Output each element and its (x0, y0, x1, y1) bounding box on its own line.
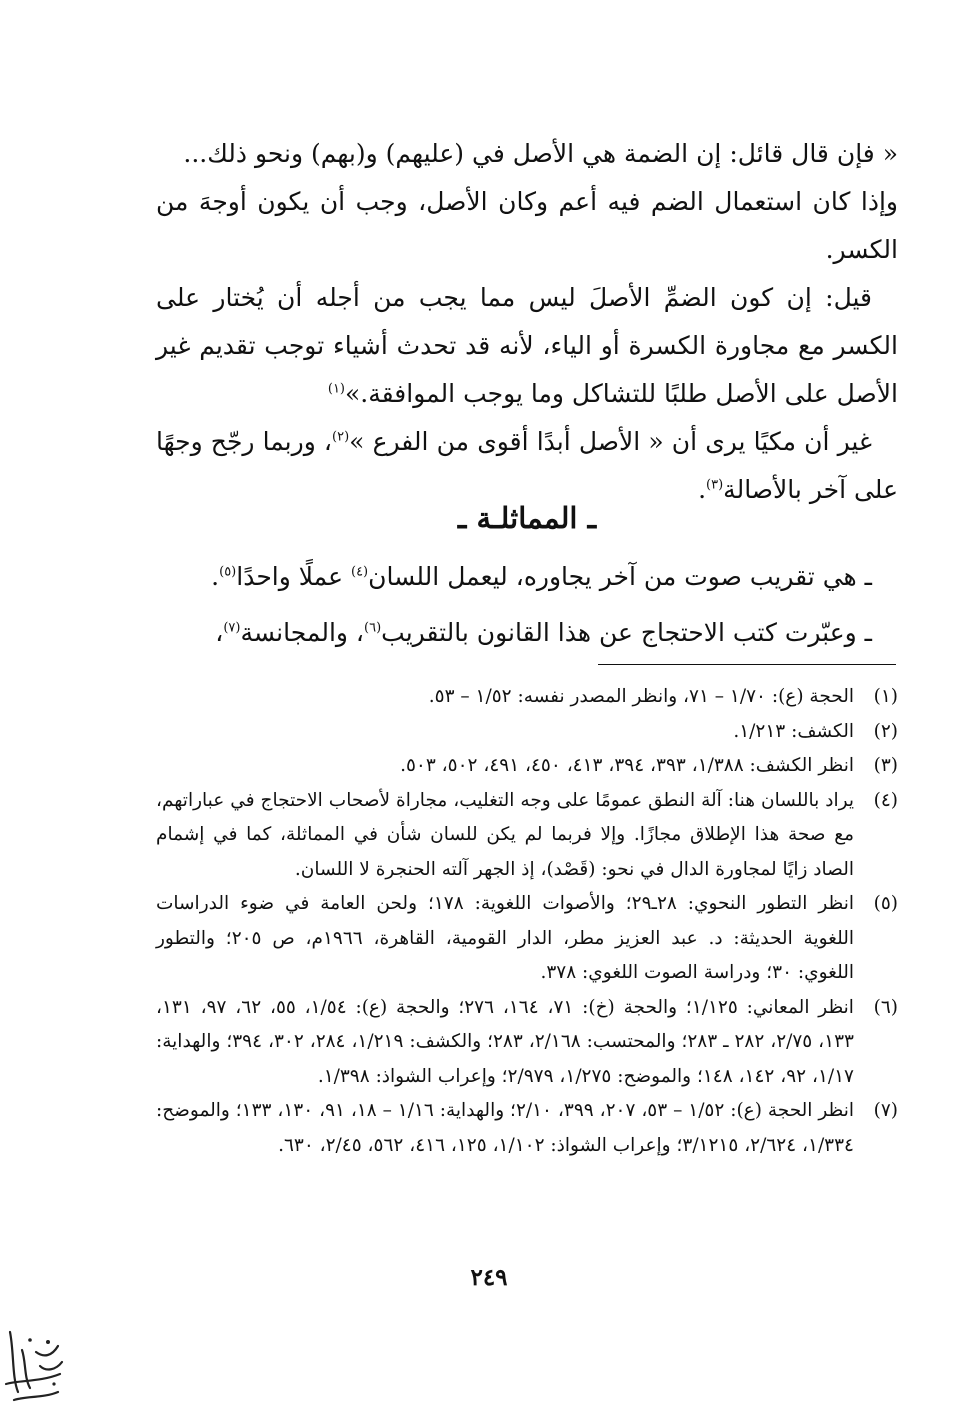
definition-list (156, 549, 898, 661)
footnote-7 (156, 1094, 898, 1163)
footnote-separator (598, 664, 896, 665)
definition-item-2 (156, 605, 898, 661)
watermark-logo-icon (0, 1322, 70, 1410)
footnote-number: (٥) (873, 893, 898, 914)
footnote-number: (٣) (873, 755, 898, 776)
footnote-3 (156, 749, 898, 784)
page-number: ٢٤٩ (470, 1264, 508, 1291)
footnote-text: انظر الحجة (ع): ١/٥٢ – ٥٣، ٢٠٧، ٣٩٩، ٢/١٠؛ والهداية: ١/١٦ – ١٨، ٩١، ١٣٠، ١٣٣؛ والموضح: ١/٣٣٤، ٢/٦٢٤، ٣/١٢١٥؛ وإعراب الشواذ: ١/١٠٢، ١٢٥، ٤١٦، ٥٦٢، ٢/٤٥، ٦٣٠. (156, 1100, 855, 1156)
definition-1-text-2: عملًا واحدًا (236, 562, 351, 591)
footnote-ref-6[interactable]: (٦) (364, 620, 382, 636)
footnote-1 (156, 680, 898, 715)
footnote-ref-2[interactable]: (٢) (332, 429, 350, 445)
quote-line-2: وإذا كان استعمال الضم فيه أعم وكان الأصل، وجب أن يكون أوجهَ من الكسر. (156, 187, 898, 264)
footnote-ref-5[interactable]: (٥) (219, 564, 237, 580)
definition-1-end: . (211, 562, 220, 591)
footnote-number: (٦) (873, 996, 898, 1018)
footnote-text: انظر التطور النحوي: ٢٨ـ٢٩؛ والأصوات اللغوية: ١٧٨؛ ولحن العامة في ضوء الدراسات اللغوية الحديثة: د. عبد العزيز مطر، الدار القومية، القاهرة، ١٩٦٦م، ص ٢٠٥؛ والتطور اللغوي: ٣٠؛ ودراسة الصوت اللغوي: ٣٧٨. (156, 893, 855, 983)
footnote-text: انظر الكشف: ١/٣٨٨، ٣٩٣، ٣٩٤، ٤١٣، ٤٥٠، ٤٩١، ٥٠٢، ٥٠٣. (400, 755, 854, 776)
definition-2-text: ـ وعبّرت كتب الاحتجاج عن هذا القانون بالتقريب (381, 618, 872, 647)
section-heading: ـ المماثلـة ـ (457, 501, 597, 535)
footnote-number: (٢) (873, 720, 898, 742)
quote-paragraph (156, 130, 898, 274)
main-text (156, 130, 898, 514)
footnote-number: (١) (873, 686, 898, 707)
footnote-text: الكشف: ١/٢١٣. (733, 720, 854, 742)
footnote-2 (156, 715, 898, 750)
quote-line-1: « فإن قال قائل: إن الضمة هي الأصل في (عليهم) و(بهم) ونحو ذلك... (183, 139, 898, 168)
definition-1-text: ـ هي تقريب صوت من آخر يجاوره، ليعمل اللسان (368, 562, 872, 591)
reply-paragraph (156, 274, 898, 418)
footnote-number: (٧) (873, 1100, 898, 1121)
footnote-text: يراد باللسان هنا: آلة النطق عمومًا على وجه التغليب، مجاراة لأصحاب الاحتجاج في عباراتهم، مع صحة هذا الإطلاق مجازًا. وإلا فربما لم يكن للسان شأن في المماثلة، كما في إشمام الصاد زايًا لمجاورة الدال في نحو: (قَصْد)، إذ الجهر آلته الحنجرة لا اللسان. (156, 789, 854, 880)
definition-2-text-2: ، والمجانسة (240, 618, 364, 647)
definition-2-end: ، (215, 618, 224, 647)
footnote-ref-1[interactable]: (١) (327, 381, 345, 397)
definition-item-1 (156, 549, 898, 605)
footnote-text: الحجة (ع): ١/٧٠ – ٧١، وانظر المصدر نفسه: ١/٥٢ – ٥٣. (428, 686, 854, 707)
footnote-number: (٤) (873, 789, 898, 811)
makki-text-1: غير أن مكيًا يرى أن « الأصل أبدًا أقوى من الفرع » (349, 427, 873, 456)
footnote-6 (156, 991, 898, 1095)
makki-end: . (698, 475, 707, 504)
footnote-ref-4[interactable]: (٤) (350, 564, 369, 580)
footnotes (156, 680, 898, 1163)
footnote-4 (156, 784, 898, 888)
footnote-5 (156, 887, 898, 991)
reply-text: قيل: إن كون الضمِّ الأصلَ ليس مما يجب من أجله أن يُختار على الكسر مع مجاورة الكسرة أو الياء، لأنه قد تحدث أشياء توجب تقديم غير الأصل على الأصل طلبًا للتشاكل وما يوجب الموافقة.» (156, 283, 898, 408)
footnote-text: انظر المعاني: ١/١٢٥؛ والحجة (خ): ٧١، ١٦٤، ٢٧٦؛ والحجة (ع): ١/٥٤، ٥٥، ٦٢، ٩٧، ١٣١، ١٣٣، ٢/٧٥، ٢٨٢ ـ ٢٨٣؛ والمحتسب: ٢/١٦٨، ٢٨٣؛ والكشف: ١/٢١٩، ٢٨٤، ٣٠٢، ٣٩٤؛ والهداية: ١/١٧، ٩٢، ١٤٢، ١٤٨؛ والموضح: ١/٢٧٥، ٢/٩٧٩؛ وإعراب الشواذ: ١/٣٩٨. (156, 996, 854, 1087)
footnote-ref-3[interactable]: (٣) (706, 477, 724, 493)
makki-text-2: ، وربما رجّح وجهًا على آخر بالأصالة (156, 427, 898, 504)
footnote-ref-7[interactable]: (٧) (223, 620, 241, 636)
